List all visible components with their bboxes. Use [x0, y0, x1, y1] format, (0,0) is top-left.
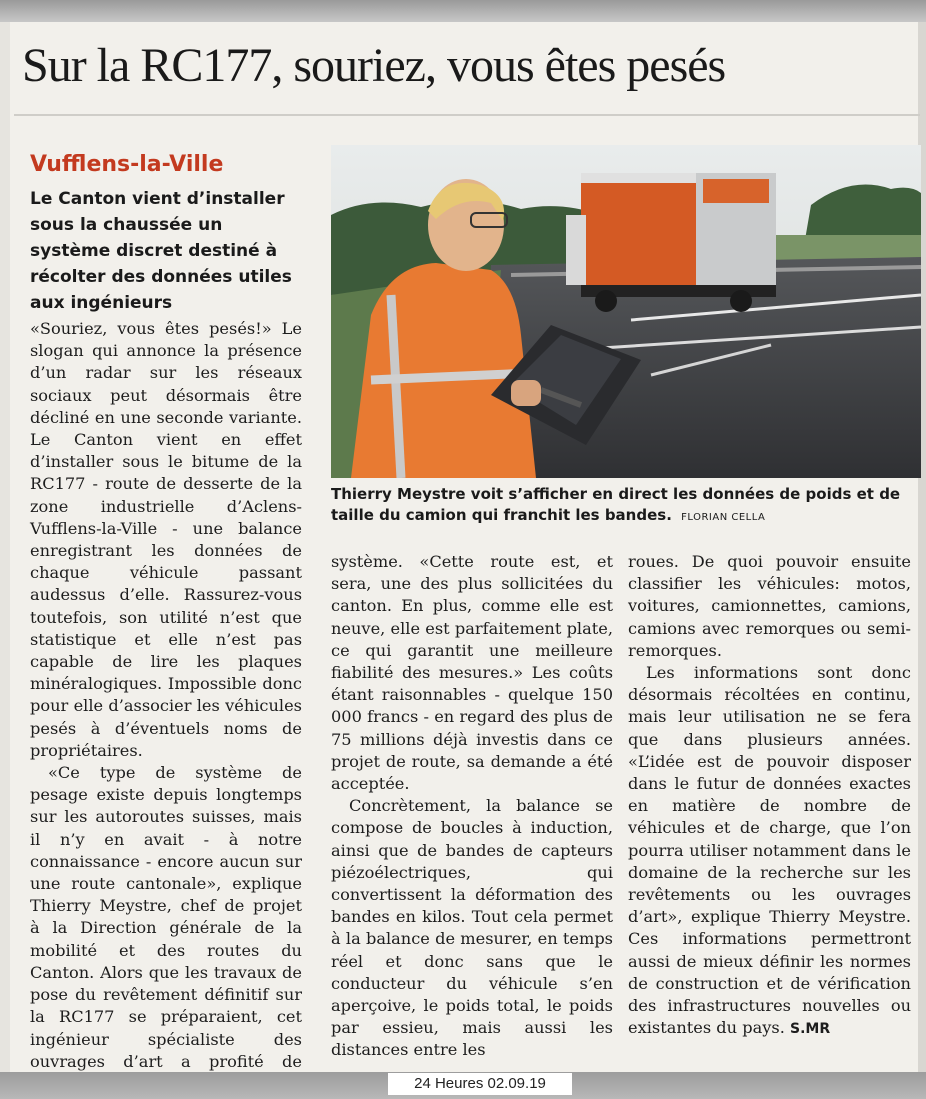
paragraph: Concrètement, la balance se compose de boucles à induction, ainsi que de bandes de capteurs piézoélectriques, qui convertissent la déformation des bandes en kilos. Tout cela permet à la balance de mesurer, en temps réel et donc sans que le conducteur du véhicule s’en aperçoive, le poids total, le poids par essieu, mais aussi les distances entre les: [331, 796, 613, 1060]
scan-top-border: [0, 0, 926, 22]
paragraph: [628, 662, 911, 1040]
photo-credit: FLORIAN CELLA: [681, 512, 766, 523]
kicker: Vufflens-la-Ville: [30, 152, 224, 177]
text-column-1: [30, 318, 302, 1095]
paragraph: roues. De quoi pouvoir ensuite classifier les véhicules: motos, voitures, camionnettes, camions, camions avec remorques ou semi-remorques.: [628, 552, 911, 660]
paragraph: «Souriez, vous êtes pesés!» Le slogan qui annonce la présence d’un radar sur les réseaux sociaux peut désormais être décliné en une seconde variante. Le Canton vient en effet d’installer sous le bitume de la RC177 - route de desserte de la zone industrielle d’Aclens-Vufflens-la-Ville - une balance enregistrant les données de chaque véhicule passant audessus d’elle. Rassurez-vous toutefois, son utilité n’est que statistique et elle n’est pas capable de lire les plaques minéralogiques. Impossible donc pour elle d’associer les véhicules pesés à d’éventuels noms de propriétaires.: [30, 319, 302, 760]
author-signature: S.MR: [790, 1021, 831, 1038]
source-label: 24 Heures 02.09.19: [388, 1073, 572, 1095]
text-column-3: [628, 551, 911, 1040]
paragraph: «Ce type de système de pesage existe depuis longtemps sur les autoroutes suisses, mais il n’y en avait - à notre connaissance - encore aucun sur une route cantonale», explique Thierry Meystre, chef de projet à la Direction générale de la mobilité et des routes du Canton. Alors que les travaux de pose du revêtement définitif sur la RC177 se préparaient, cet ingénieur spécialiste des ouvrages d’art a profité de: [30, 763, 302, 1071]
photo-road-truck-engineer: [331, 145, 921, 478]
headline-rule: [14, 114, 920, 116]
photo-caption: [331, 484, 916, 528]
scan-left-margin: [0, 22, 10, 1072]
paragraph: système. «Cette route est, et sera, une des plus sollicitées du canton. En plus, comme elle est neuve, elle est parfaitement plate, ce qui garantit une meilleure fiabilité des mesures.» Les coûts étant raisonnables - quelque 150 000 francs - en regard des plus de 75 millions déjà investis dans ce projet de route, sa demande a été acceptée.: [331, 552, 613, 794]
text-column-2: [331, 551, 613, 1062]
headline: Sur la RC177, souriez, vous êtes pesés: [22, 39, 726, 92]
lead-paragraph: Le Canton vient d’installer sous la chaussée un système discret destiné à récolter des données utiles aux ingénieurs: [30, 189, 292, 313]
caption-text: Thierry Meystre voit s’afficher en direct les données de poids et de taille du camion qui franchit les bandes.: [331, 485, 901, 524]
article-photo: [331, 145, 921, 478]
paragraph-text: Les informations sont donc désormais récoltées en continu, mais leur utilisation ne se fera que dans plusieurs années. «L’idée est de pouvoir disposer dans le futur de données exactes en matière de nombre de véhicules et de charge, que l’on pourra utiliser notamment dans le domaine de la recherche sur les revêtements ou les ouvrages d’art», explique Thierry Meystre. Ces informations permettront aussi de mieux définir les normes de construction et de vérification des infrastructures nouvelles ou existantes du pays.: [628, 663, 911, 1038]
